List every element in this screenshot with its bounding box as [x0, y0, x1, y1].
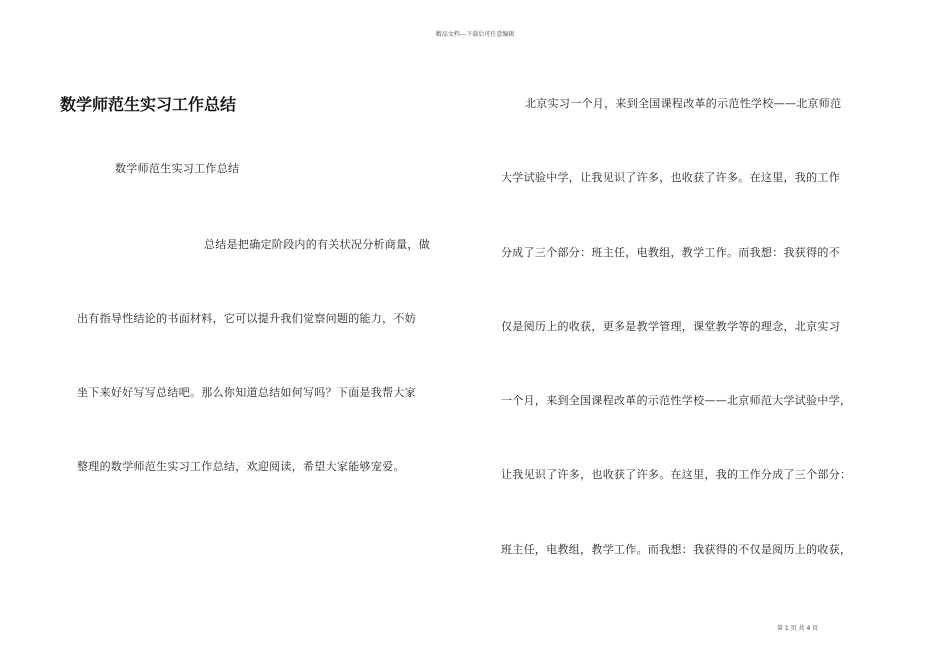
- document-title: 数学师范生实习工作总结: [60, 95, 237, 114]
- left-line-3: 坐下来好好写写总结吧。那么你知道总结如何写吗？下面是我帮大家: [77, 386, 416, 399]
- right-line-4: 仅是阅历上的收获，更多是教学管理，课堂教学等的理念，北京实习: [501, 320, 840, 333]
- page-header-note: 精品文档---下载后可任意编辑: [435, 31, 515, 38]
- right-line-5: 一个月，来到全国课程改革的示范性学校——北京师范大学试验中学，: [501, 394, 852, 407]
- left-subtitle: 数学师范生实习工作总结: [115, 162, 240, 175]
- left-line-1: 总结是把确定阶段内的有关状况分析商量，做: [204, 238, 430, 251]
- left-line-4: 整理的数学师范生实习工作总结，欢迎阅读，希望大家能够宠爱。: [77, 460, 405, 473]
- left-line-2: 出有指导性结论的书面材料，它可以提升我们觉察问题的能力，不妨: [77, 312, 416, 325]
- right-line-2: 大学试验中学，让我见识了许多，也收获了许多。在这里，我的工作: [501, 171, 840, 184]
- right-line-3: 分成了三个部分：班主任，电教组，教学工作。而我想：我获得的不: [501, 246, 840, 259]
- right-line-6: 让我见识了许多，也收获了许多。在这里，我的工作分成了三个部分：: [501, 468, 852, 481]
- right-line-7: 班主任，电教组，教学工作。而我想：我获得的不仅是阅历上的收获，: [501, 543, 852, 556]
- right-line-1: 北京实习一个月，来到全国课程改革的示范性学校——北京师范: [525, 97, 842, 110]
- page-number: 第 1 页 共 4 页: [777, 625, 819, 632]
